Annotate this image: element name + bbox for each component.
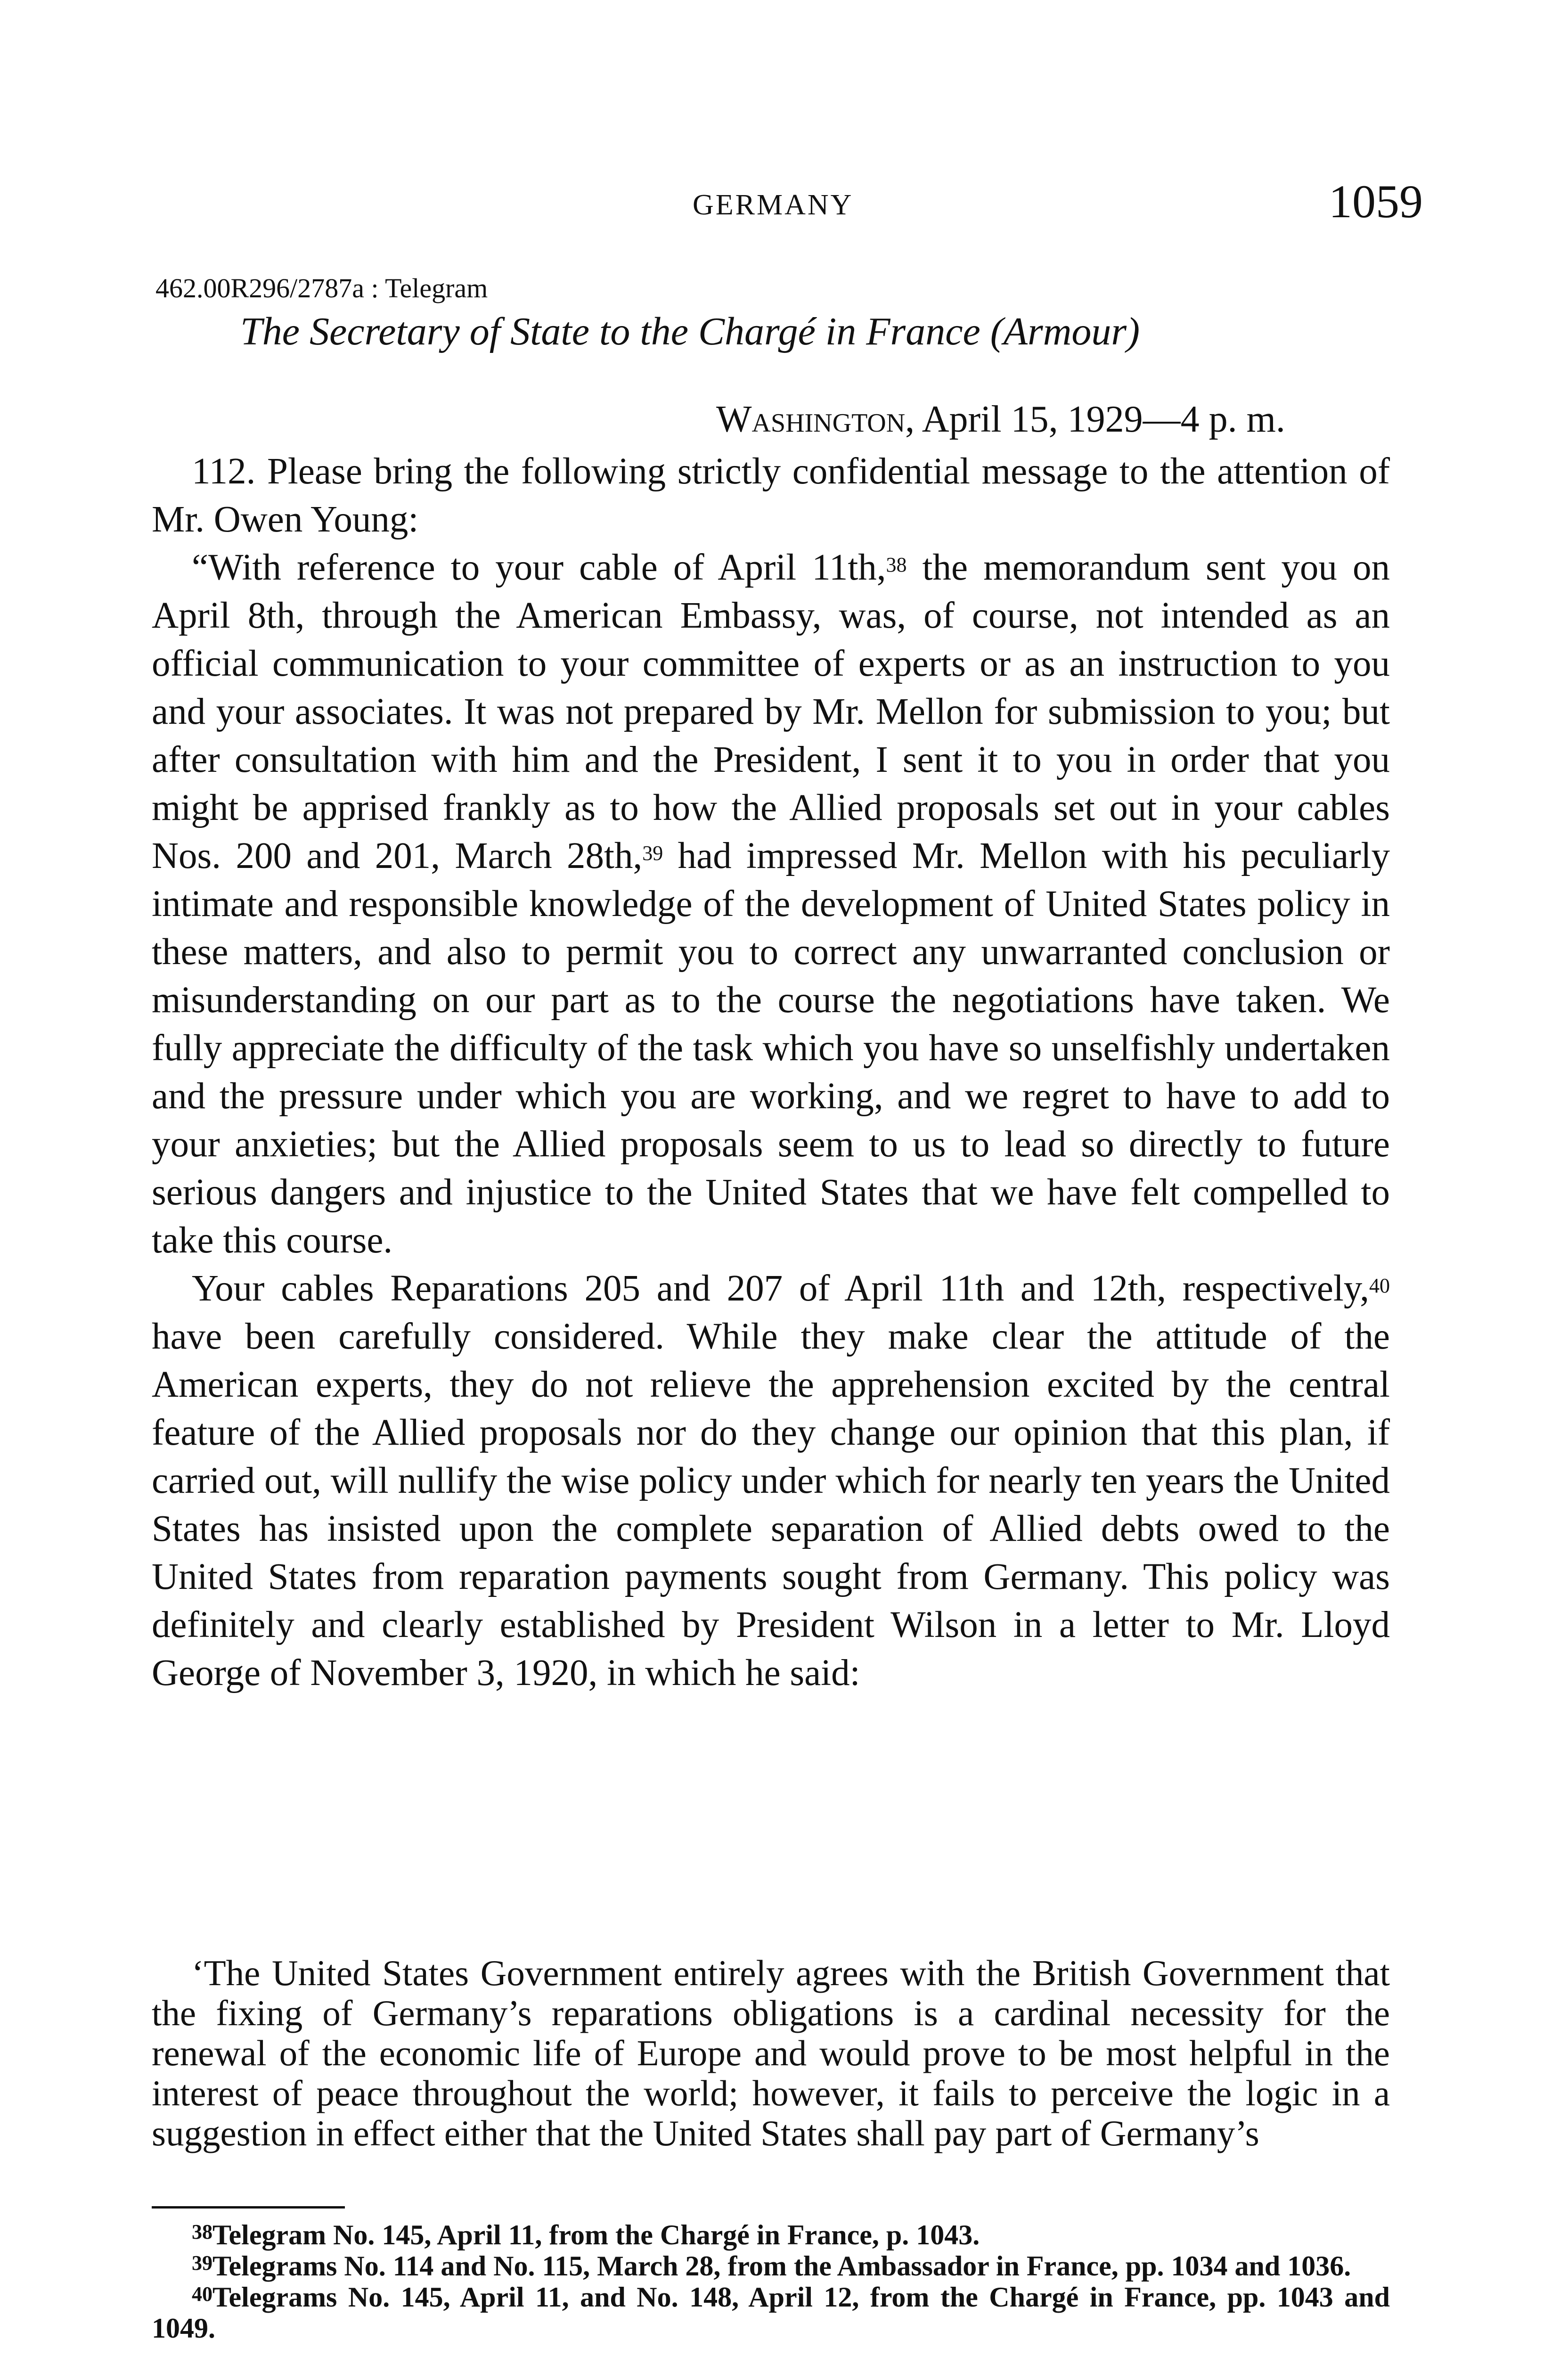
footnote-38-mark: 38 <box>192 2220 212 2243</box>
footnote-39-mark: 39 <box>192 2251 212 2274</box>
page-number: 1059 <box>1329 175 1423 228</box>
paragraph-2-part-a: “With reference to your cable of April 11th, <box>192 547 886 588</box>
footnote-38-text: Telegram No. 145, April 11, from the Chargé in France, p. 1043. <box>212 2219 980 2250</box>
footnote-40 <box>152 2282 1390 2344</box>
footnote-ref-40: 40 <box>1369 1274 1390 1297</box>
paragraph-3 <box>152 1265 1390 1697</box>
footnote-divider <box>152 2206 345 2209</box>
footnote-38 <box>152 2219 1390 2250</box>
file-reference: 462.00R296/2787a : Telegram <box>155 273 488 303</box>
paragraph-3-part-b: have been carefully considered. While they make clear the attitude of the American experts, they do not relieve the apprehension excited by the central feature of the Allied proposals nor do they change our opinion that this plan, if carried out, will nullify the wise policy under which for nearly ten years the United States has insisted upon the complete separation of Allied debts owed to the United States from reparation payments sought from Germany. This policy was definitely and clearly established by President Wilson in a letter to Mr. Lloyd George of November 3, 1920, in which he said: <box>152 1316 1390 1693</box>
footnote-39-text: Telegrams No. 114 and No. 115, March 28, from the Ambassador in France, pp. 1034 and 1036. <box>212 2250 1351 2282</box>
dateline-place: Washington, <box>716 399 915 440</box>
telegram-body <box>152 448 1390 1697</box>
running-title: GERMANY <box>693 189 854 221</box>
document-title: The Secretary of State to the Chargé in France (Armour) <box>240 310 1140 353</box>
paragraph-3-part-a: Your cables Reparations 205 and 207 of April 11th and 12th, respectively, <box>192 1268 1369 1309</box>
footnotes <box>152 2219 1390 2344</box>
footnote-ref-39: 39 <box>642 842 663 865</box>
quote-paragraph: ‘The United States Government entirely agrees with the British Government that the fixing of Germany’s reparations obligations is a cardinal necessity for the renewal of the economic life of Europe and would prove to be most helpful in the interest of peace throughout the world; however, it fails to perceive the logic in a suggestion in effect either that the United States shall pay part of Germany’s <box>152 1953 1390 2153</box>
paragraph-1: 112. Please bring the following strictly confidential message to the attention of Mr. Owen Young: <box>152 451 1390 540</box>
paragraph-2-part-b: the memorandum sent you on April 8th, through the American Embassy, was, of course, not intended as an official communication to your committee of experts or as an instruction to you and your associates. It was not prepared by Mr. Mellon for submission to you; but after consultation with him and the President, I sent it to you in order that you might be apprised frankly as to how the Allied proposals set out in your cables Nos. 200 and 201, March 28th, <box>152 547 1390 876</box>
paragraph-2 <box>152 544 1390 1265</box>
dateline <box>716 398 1285 441</box>
dateline-date: April 15, 1929—4 p. m. <box>922 399 1285 440</box>
running-head <box>0 174 1568 231</box>
footnote-40-mark: 40 <box>192 2282 212 2306</box>
paragraph-2-part-c: had impressed Mr. Mellon with his peculiarly intimate and responsible knowledge of the development of United States policy in these matters, and also to permit you to correct any unwarranted conclusion or misunderstanding on our part as to the course the negotiations have taken. We fully appreciate the difficulty of the task which you have so unselfishly undertaken and the pressure under which you are working, and we regret to have to add to your anxieties; but the Allied proposals seem to us to lead so directly to future serious dangers and injustice to the United States that we have felt compelled to take this course. <box>152 835 1390 1261</box>
footnote-39 <box>152 2250 1390 2282</box>
footnote-40-text: Telegrams No. 145, April 11, and No. 148, April 12, from the Chargé in France, pp. 1043 and 1049. <box>152 2282 1390 2344</box>
footnote-ref-38: 38 <box>886 553 907 576</box>
block-quote <box>152 1953 1390 2153</box>
